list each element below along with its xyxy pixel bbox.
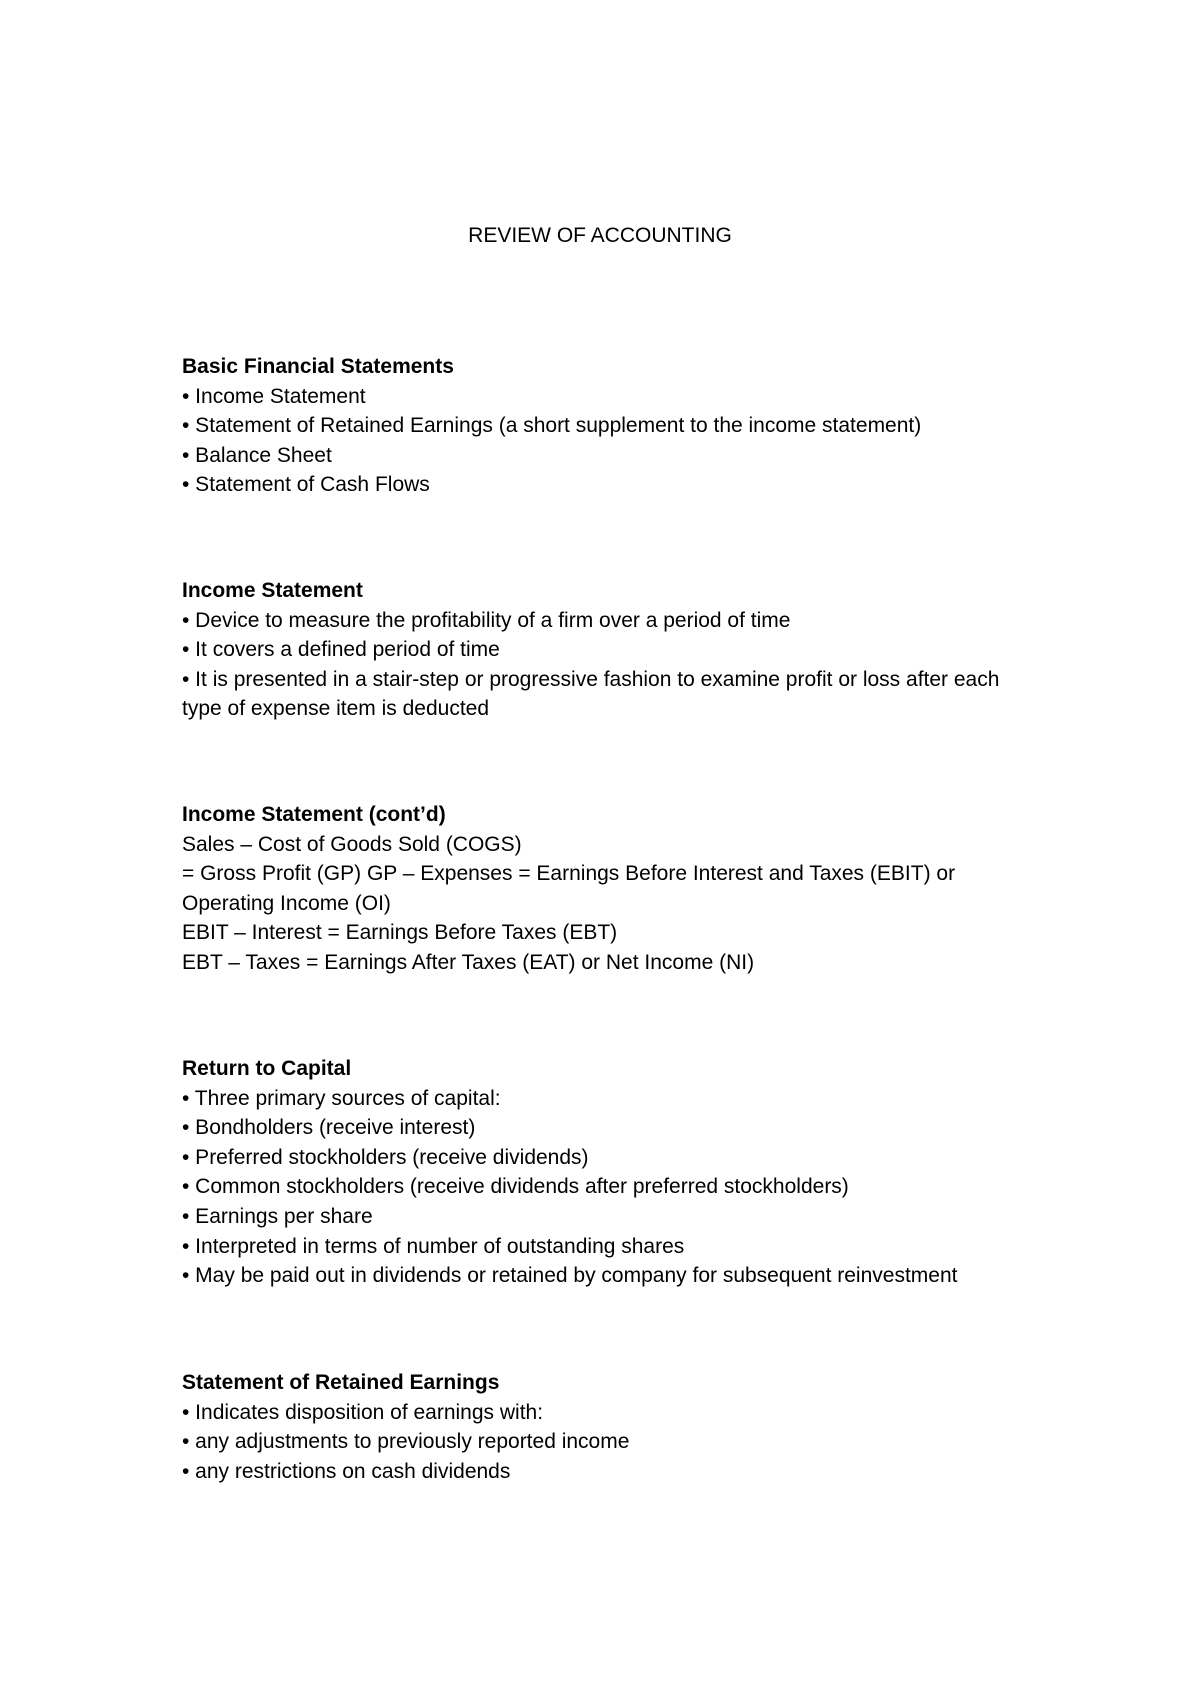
bullet-list xyxy=(182,1084,1042,1291)
list-item: • It is presented in a stair-step or progressive fashion to examine profit or loss after each type of expense item is deducted xyxy=(182,667,1006,721)
list-item: • Statement of Cash Flows xyxy=(182,473,430,497)
section-basic-financial-statements xyxy=(182,352,1042,500)
document-title: REVIEW OF ACCOUNTING xyxy=(468,224,732,247)
section-heading: Return to Capital xyxy=(182,1057,352,1080)
list-item: • Earnings per share xyxy=(182,1204,373,1228)
bullet-list xyxy=(182,382,1042,500)
list-item: EBT – Taxes = Earnings After Taxes (EAT) or Net Income (NI) xyxy=(182,950,755,974)
section-income-statement-contd xyxy=(182,800,1042,978)
bullet-list xyxy=(182,606,1042,724)
list-item: • Device to measure the profitability of a firm over a period of time xyxy=(182,608,791,632)
section-income-statement xyxy=(182,576,1042,724)
formula-list xyxy=(182,830,1042,978)
list-item: • Bondholders (receive interest) xyxy=(182,1116,476,1140)
section-heading: Income Statement xyxy=(182,579,363,602)
list-item: • Preferred stockholders (receive dividends) xyxy=(182,1145,589,1169)
list-item: = Gross Profit (GP) GP – Expenses = Earnings Before Interest and Taxes (EBIT) or Operating Income (OI) xyxy=(182,862,961,915)
list-item: EBIT – Interest = Earnings Before Taxes (EBT) xyxy=(182,921,618,945)
section-statement-of-retained-earnings xyxy=(182,1368,1042,1486)
list-item: • any adjustments to previously reported income xyxy=(182,1430,630,1454)
section-heading: Income Statement (cont’d) xyxy=(182,803,446,826)
list-item: • Income Statement xyxy=(182,384,366,408)
list-item: • Indicates disposition of earnings with: xyxy=(182,1400,544,1424)
list-item: • Interpreted in terms of number of outstanding shares xyxy=(182,1234,685,1258)
list-item: • Three primary sources of capital: xyxy=(182,1086,501,1110)
section-heading: Statement of Retained Earnings xyxy=(182,1371,500,1394)
bullet-list xyxy=(182,1398,1042,1487)
list-item: • Balance Sheet xyxy=(182,443,332,467)
list-item: Sales – Cost of Goods Sold (COGS) xyxy=(182,832,522,856)
list-item: • Statement of Retained Earnings (a short supplement to the income statement) xyxy=(182,414,922,438)
list-item: • Common stockholders (receive dividends after preferred stockholders) xyxy=(182,1175,849,1199)
list-item: • May be paid out in dividends or retained by company for subsequent reinvestment xyxy=(182,1264,958,1288)
list-item: • It covers a defined period of time xyxy=(182,638,500,662)
section-heading: Basic Financial Statements xyxy=(182,355,454,378)
list-item: • any restrictions on cash dividends xyxy=(182,1459,511,1483)
section-return-to-capital xyxy=(182,1054,1042,1291)
